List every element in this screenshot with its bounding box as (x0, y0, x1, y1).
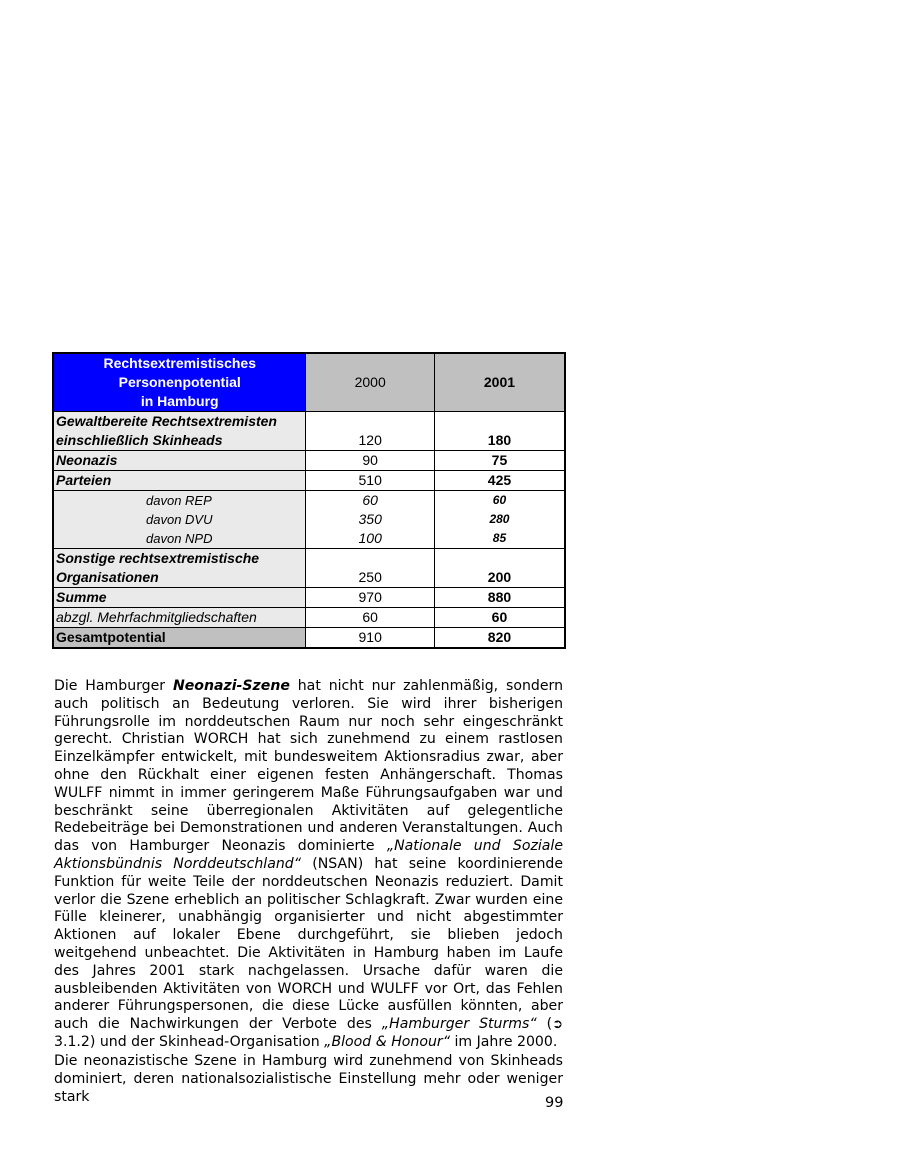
value-2001-gewalt: 180 (434, 412, 565, 451)
row-label-gesamt: Gesamtpotential (53, 628, 306, 649)
row-label-gewalt-line-2: einschließlich Skinheads (56, 432, 223, 448)
para1-text-1: Die Hamburger (54, 678, 173, 694)
header-label-line-1: Rechtsextremistisches (103, 355, 256, 371)
para1-text-6: im Jahre 2000. (450, 1033, 558, 1050)
table-header-row (53, 353, 565, 412)
table-row-gewalt (53, 412, 565, 451)
row-label-parteien: Parteien (53, 471, 306, 491)
page-number: 99 (545, 1095, 564, 1111)
table-row-summe (53, 588, 565, 608)
table-row-abzgl (53, 608, 565, 628)
davon-2001-dvu: 280 (489, 512, 510, 526)
value-2000-gesamt: 910 (306, 628, 435, 649)
value-2000-parteien: 510 (306, 471, 435, 491)
value-2001-neonazis: 75 (434, 451, 565, 471)
row-label-davon (53, 491, 306, 549)
header-year-2001: 2001 (434, 353, 565, 412)
davon-label-rep: davon REP (146, 493, 212, 508)
value-2000-gewalt: 120 (306, 412, 435, 451)
davon-2000-npd: 100 (358, 530, 382, 546)
table-row-davon (53, 491, 565, 549)
value-2001-parteien: 425 (434, 471, 565, 491)
davon-2001-npd: 85 (492, 531, 507, 545)
row-label-abzgl: abzgl. Mehrfachmitgliedschaften (53, 608, 306, 628)
davon-2001-rep: 60 (492, 493, 507, 507)
row-label-sonstige (53, 549, 306, 588)
para1-text-4: ( (536, 1016, 553, 1033)
davon-label-dvu: davon DVU (146, 512, 213, 527)
header-label-line-2: Personenpotential (118, 374, 241, 390)
value-2001-davon (434, 491, 565, 549)
cross-reference-arrow-icon: ➲ (552, 1017, 563, 1033)
value-2001-sonstige: 200 (434, 549, 565, 588)
row-label-sonstige-line-2: Organisationen (56, 569, 159, 585)
value-2000-sonstige: 250 (306, 549, 435, 588)
table-row-gesamt (53, 628, 565, 649)
davon-2000-rep: 60 (362, 492, 378, 508)
value-2000-neonazis: 90 (306, 451, 435, 471)
davon-label-npd: davon NPD (146, 531, 213, 546)
header-label-line-3: in Hamburg (140, 393, 219, 409)
row-label-sonstige-line-1: Sonstige rechtsextremistische (56, 550, 260, 566)
para1-emphasis-neonazi-szene: Neonazi-Szene (172, 678, 290, 694)
personenpotential-table (52, 352, 566, 649)
table-row-parteien (53, 471, 565, 491)
value-2000-summe: 970 (306, 588, 435, 608)
row-label-neonazis: Neonazis (53, 451, 306, 471)
value-2001-abzgl: 60 (434, 608, 565, 628)
table-row-neonazis (53, 451, 565, 471)
para1-emphasis-nsan: „Nationale und Soziale Aktionsbündnis Norddeutschland“ (54, 838, 564, 872)
para1-emphasis-hamburger-sturm: „Hamburger Sturms“ (381, 1016, 537, 1033)
para1-text-2: hat nicht nur zahlenmäßig, sondern auch politisch an Bedeutung verloren. Sie wird ihrer bisherigen Führungsrolle im norddeutschen Raum nur noch sehr eingeschränkt gerecht. Christian WORCH hat sich zunehmend zu einem rastlosen Einzelkämpfer entwickelt, mit bundesweitem Aktionsradius zwar, aber ohne den Rückhalt einer eigenen festen Anhängerschaft. Thomas WULFF nimmt in immer geringerem Maße Führungsaufgaben war und beschränkt seine überregionalen Aktivitäten auf gelegentliche Redebeiträge bei Demonstrationen und anderen Veranstaltungen. Auch das von Hamburger Neonazis dominierte (54, 678, 564, 855)
davon-2000-dvu: 350 (358, 511, 382, 527)
value-2000-davon (306, 491, 435, 549)
para1-text-5: 3.1.2) und der Skinhead-Organisation (54, 1033, 325, 1050)
value-2000-abzgl: 60 (306, 608, 435, 628)
header-year-2000: 2000 (306, 353, 435, 412)
row-label-gewalt-line-1: Gewaltbereite Rechtsextremisten (56, 413, 277, 429)
table-row-sonstige (53, 549, 565, 588)
paragraph-skinheads: Die neonazistische Szene in Hamburg wird zunehmend von Skinheads dominiert, deren nationalsozialistische Einstellung mehr oder weniger stark (54, 1053, 563, 1105)
row-label-gewalt (53, 412, 306, 451)
paragraph-neonazi-szene (54, 678, 563, 1052)
value-2001-gesamt: 820 (434, 628, 565, 649)
para1-emphasis-blood-honour: „Blood & Honour“ (324, 1033, 451, 1050)
value-2001-summe: 880 (434, 588, 565, 608)
table-header-label (53, 353, 306, 412)
row-label-summe: Summe (53, 588, 306, 608)
para1-text-3: (NSAN) hat seine koordinierende Funktion für weite Teile der norddeutschen Neonazis reduziert. Damit verlor die Szene erheblich an politischer Schlagkraft. Zwar wurden eine Fülle kleinerer, unabhängig organisierter und nicht abgestimmter Aktionen auf lokaler Ebene durchgeführt, sie blieben jedoch weitgehend unbeachtet. Die Aktivitäten in Hamburg haben im Laufe des Jahres 2001 stark nachgelassen. Ursache dafür waren die ausbleibenden Aktivitäten von WORCH und WULFF vor Ort, das Fehlen anderer Führungspersonen, die diese Lücke ausfüllen könnten, aber auch die Nachwirkungen der Verbote des (54, 855, 563, 1033)
